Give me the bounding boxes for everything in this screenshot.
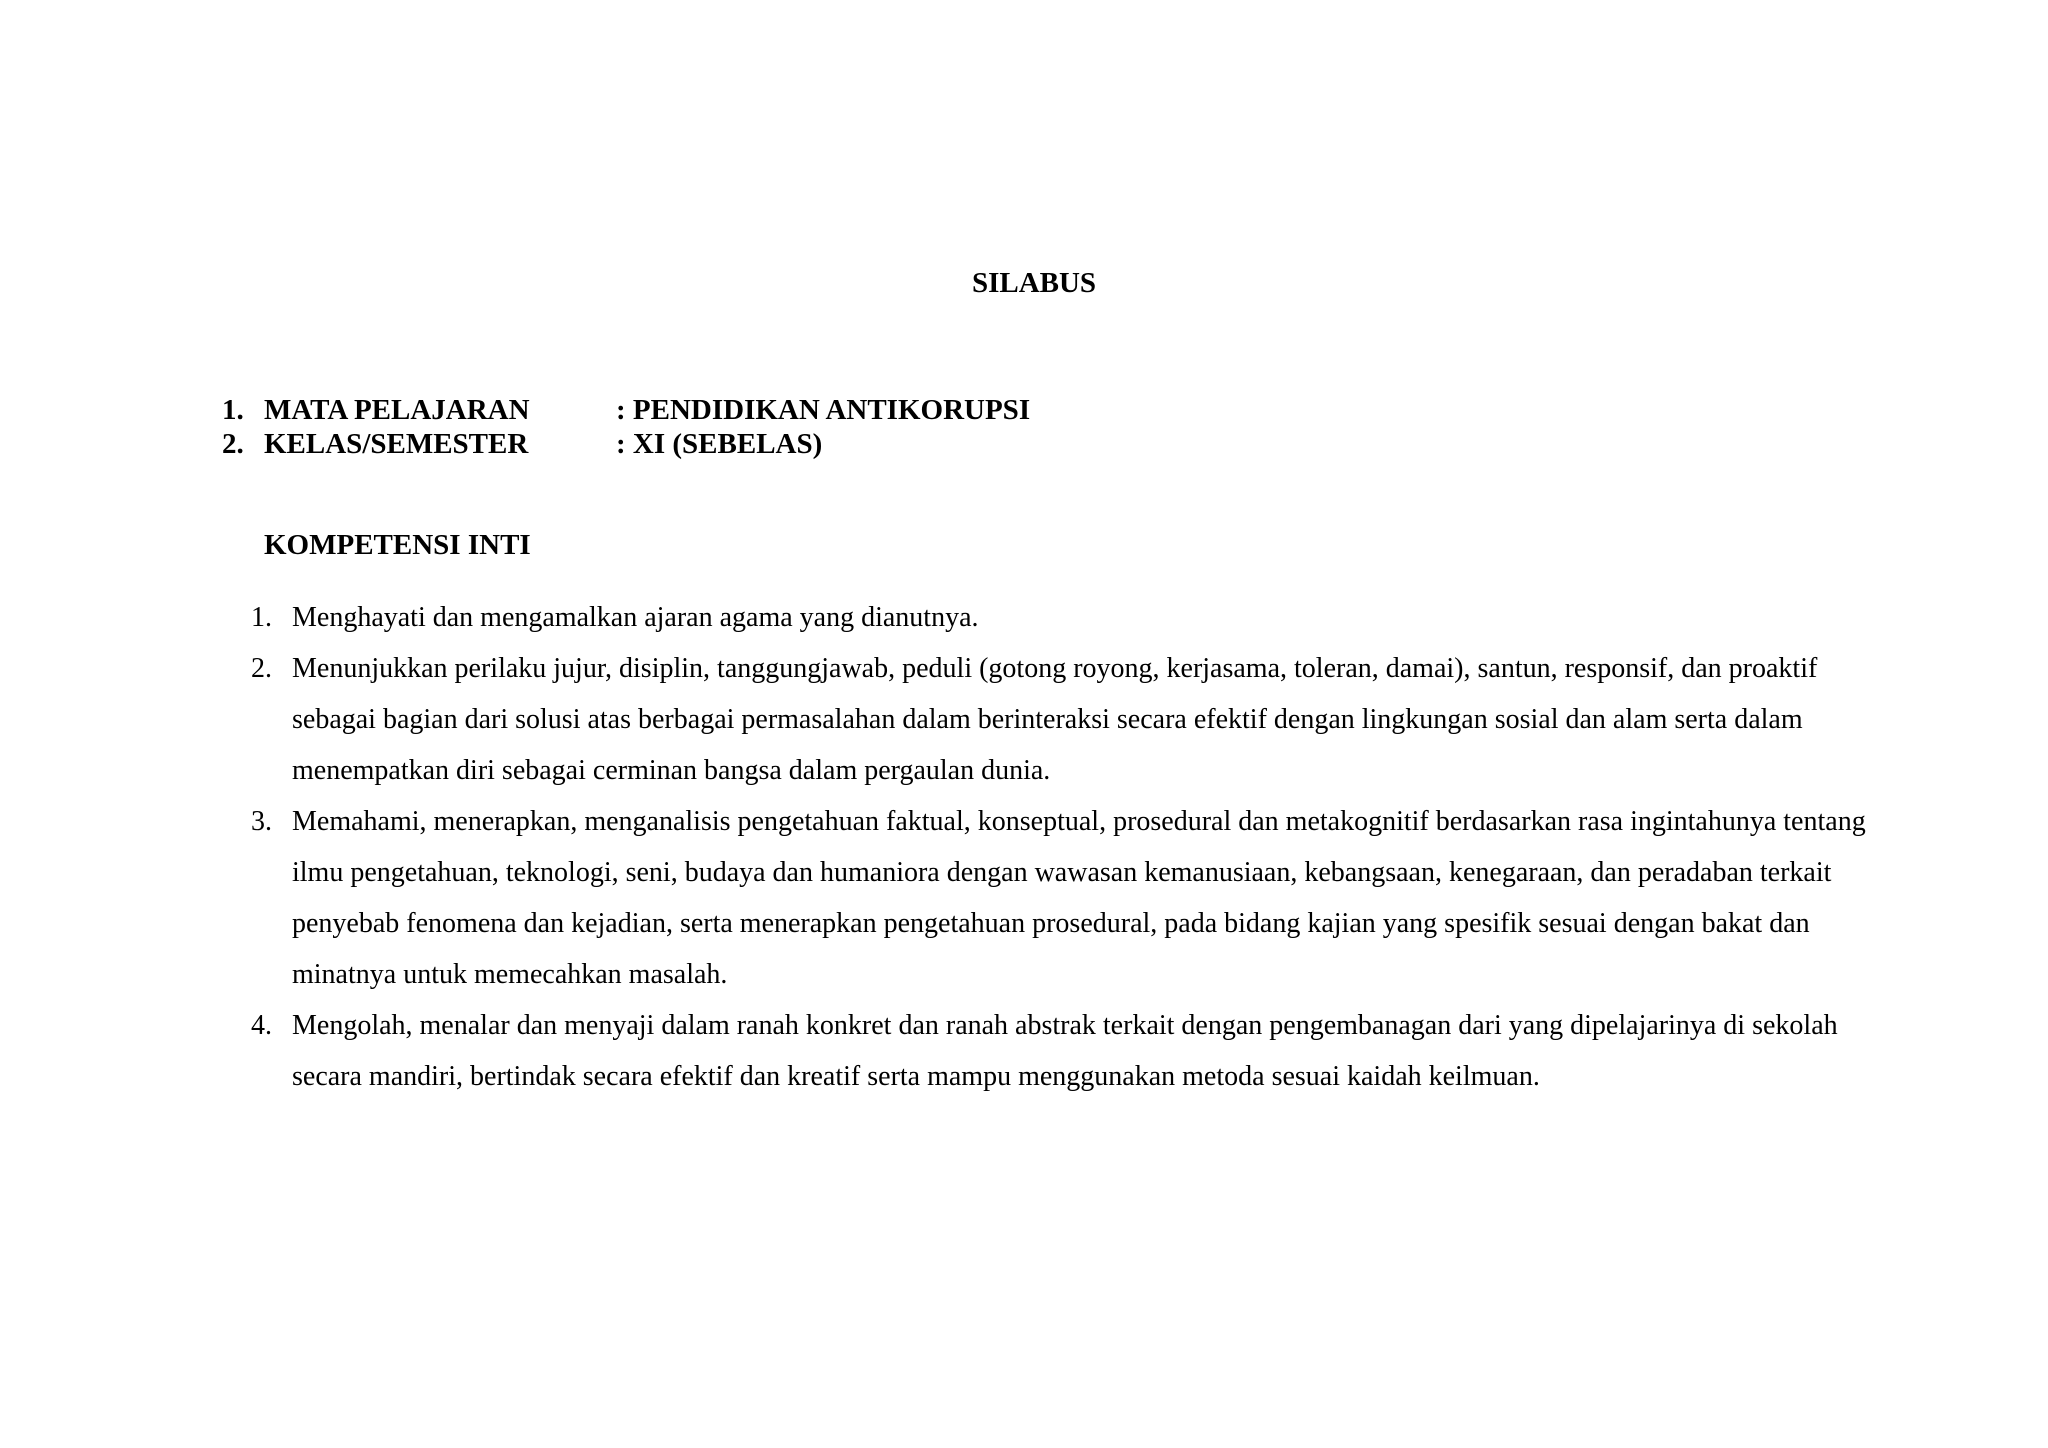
list-item <box>222 796 1882 1000</box>
list-item-text: Mengolah, menalar dan menyaji dalam ranah konkret dan ranah abstrak terkait dengan pengembanagan dari yang dipelajarinya di sekolah secara mandiri, bertindak secara efektif dan kreatif serta mampu menggunakan metoda sesuai kaidah keilmuan. <box>292 1010 1838 1092</box>
info-row-subject <box>222 393 1030 427</box>
info-row-class-semester <box>222 427 1030 461</box>
section-heading-kompetensi-inti: KOMPETENSI INTI <box>264 529 531 561</box>
kompetensi-inti-list <box>222 592 1882 1102</box>
list-item-number: 4. <box>251 1010 272 1041</box>
list-item <box>222 643 1882 796</box>
list-item-text: Memahami, menerapkan, menganalisis pengetahuan faktual, konseptual, prosedural dan metakognitif berdasarkan rasa ingintahunya tentang ilmu pengetahuan, teknologi, seni, budaya dan humaniora dengan wawasan kemanusiaan, kebangsaan, kenegaraan, dan peradaban terkait penyebab fenomena dan kejadian, serta menerapkan pengetahuan prosedural, pada bidang kajian yang spesifik sesuai dengan bakat dan minatnya untuk memecahkan masalah. <box>292 806 1866 990</box>
list-item-text: Menghayati dan mengamalkan ajaran agama yang dianutnya. <box>292 602 979 633</box>
subject-info <box>222 393 1030 461</box>
info-label: MATA PELAJARAN <box>264 394 530 426</box>
info-value: : XI (SEBELAS) <box>616 428 823 460</box>
list-item <box>222 592 1882 643</box>
list-item-text: Menunjukkan perilaku jujur, disiplin, tanggungjawab, peduli (gotong royong, kerjasama, toleran, damai), santun, responsif, dan proaktif sebagai bagian dari solusi atas berbagai permasalahan dalam berinteraksi secara efektif dengan lingkungan sosial dan alam serta dalam menempatkan diri sebagai cerminan bangsa dalam pergaulan dunia. <box>292 653 1818 786</box>
list-item-number: 1. <box>251 602 272 633</box>
info-label: KELAS/SEMESTER <box>264 428 529 460</box>
list-item-number: 2. <box>251 653 272 684</box>
info-value: : PENDIDIKAN ANTIKORUPSI <box>616 394 1031 426</box>
info-number: 1. <box>222 394 244 426</box>
document-title: SILABUS <box>971 267 1097 299</box>
info-number: 2. <box>222 428 244 460</box>
list-item <box>222 1000 1882 1102</box>
list-item-number: 3. <box>251 806 272 837</box>
